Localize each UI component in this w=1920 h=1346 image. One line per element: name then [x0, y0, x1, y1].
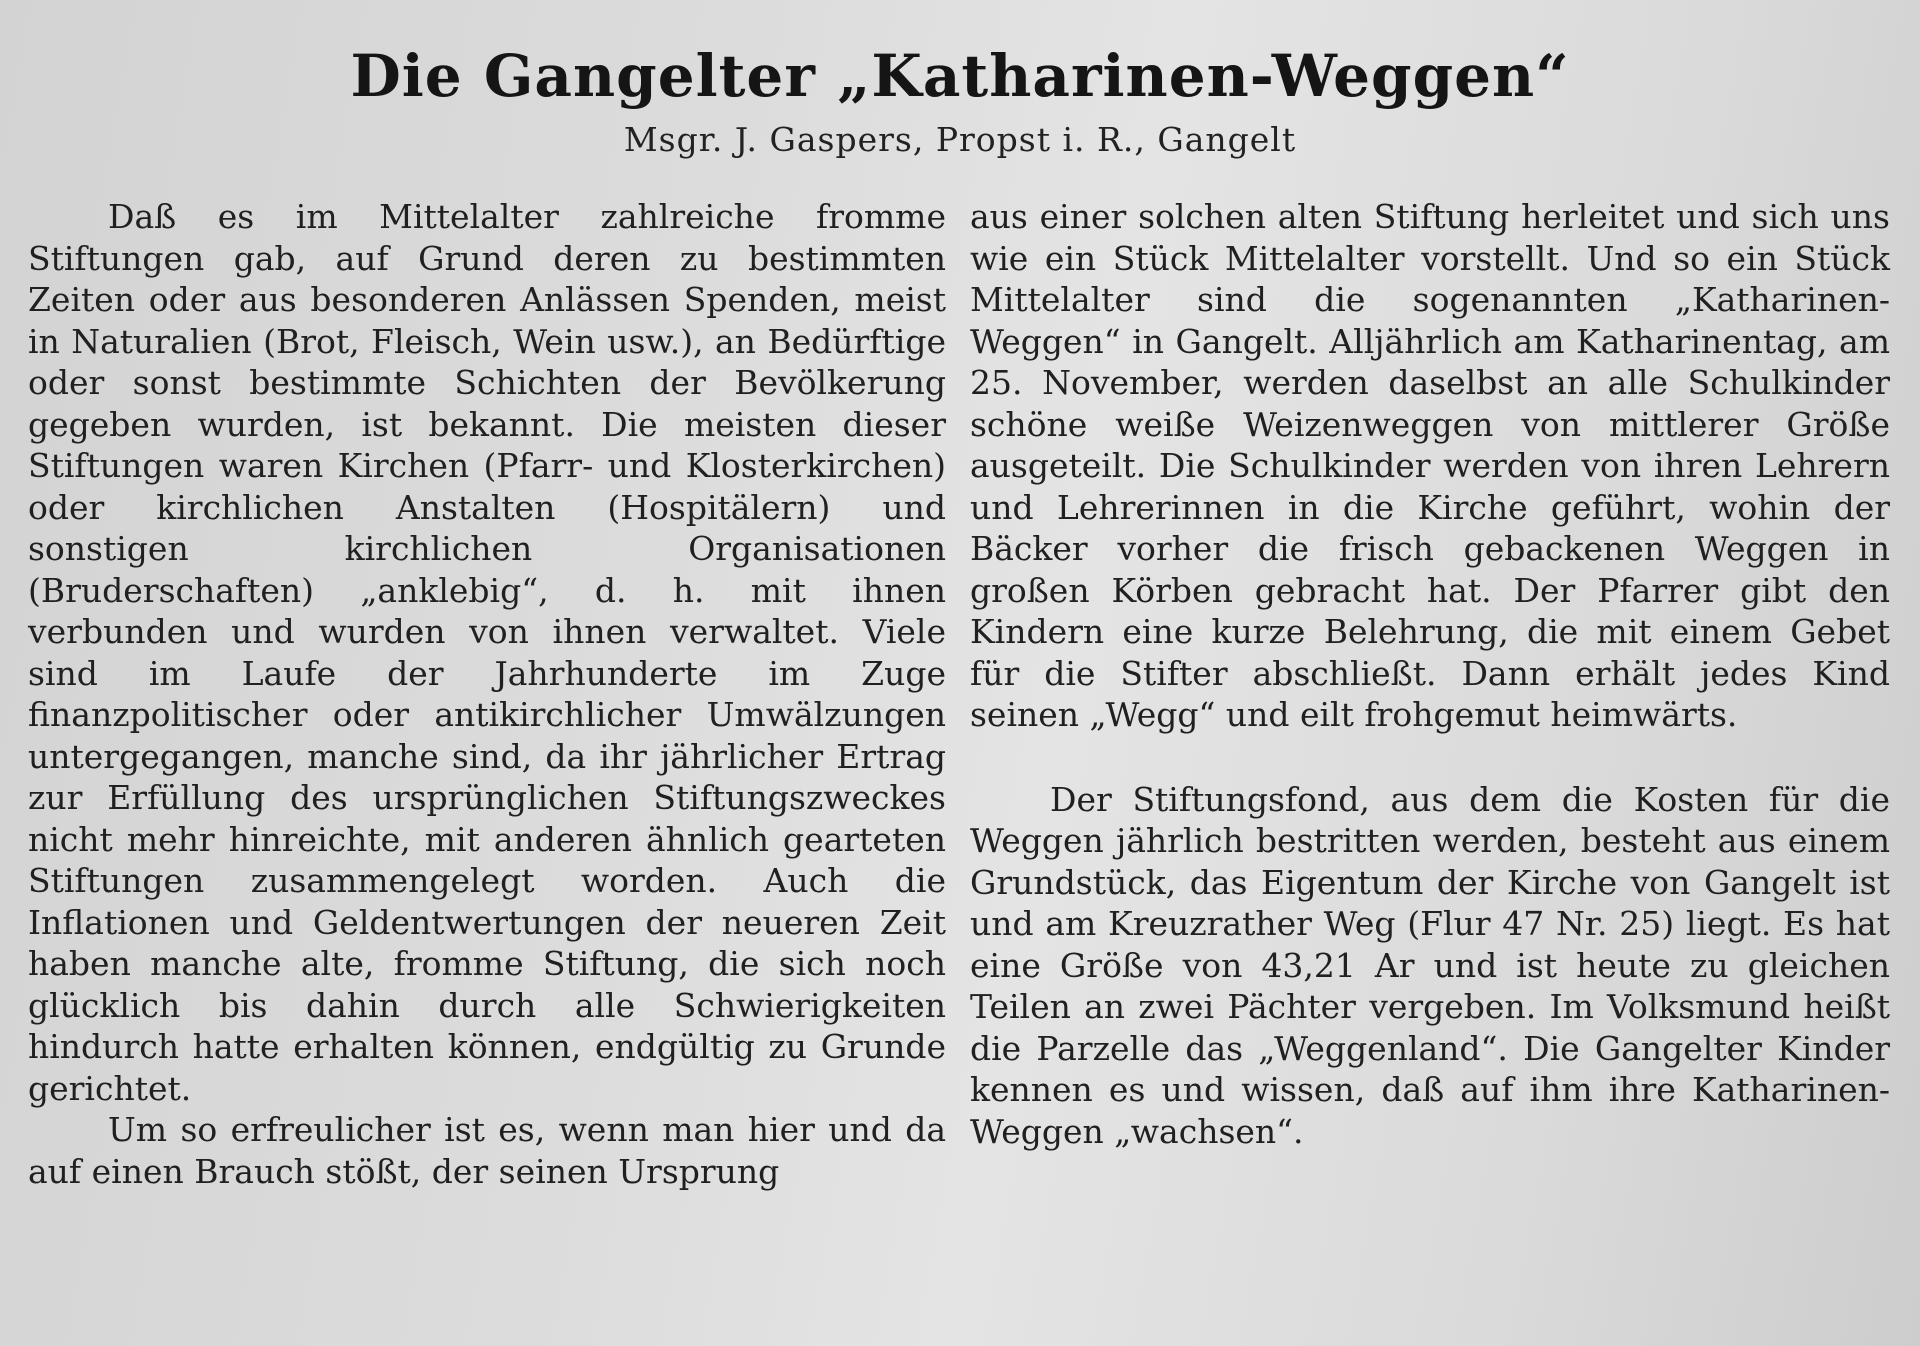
paragraph-3: aus einer solchen alten Stiftung herleitet und sich uns wie ein Stück Mittelalter vorstellt. Und so ein Stück Mittelalter sind die sogenannten „Katharinen-Weggen“ in Gangelt. Alljährlich am Katharinentag, am 25. November, werden daselbst an alle Schulkinder schöne weiße Weizenweggen von mittlerer Größe ausgeteilt. Die Schulkinder werden von ihren Lehrern und Lehrerinnen in die Kirche geführt, wohin der Bäcker vorher die frisch gebackenen Weggen in großen Körben gebracht hat. Der Pfarrer gibt den Kindern eine kurze Belehrung, die mit einem Gebet für die Stifter abschließt. Dann erhält jedes Kind seinen „Wegg“ und eilt frohgemut heimwärts. — [970, 197, 1890, 734]
left-column — [28, 196, 946, 1192]
paragraph-4: Der Stiftungsfond, aus dem die Kosten für die Weggen jährlich bestritten werden, besteht aus einem Grundstück, das Eigentum der Kirche von Gangelt ist und am Kreuzrather Weg (Flur 47 Nr. 25) liegt. Es hat eine Größe von 43,21 Ar und ist heute zu gleichen Teilen an zwei Pächter vergeben. Im Volksmund heißt die Parzelle das „Weggenland“. Die Gangelter Kinder kennen es und wissen, daß auf ihm ihre Katharinen-Weggen „wachsen“. — [970, 779, 1890, 1151]
paragraph-2: Um so erfreulicher ist es, wenn man hier und da auf einen Brauch stößt, der seinen Ursprung — [28, 1110, 946, 1191]
paragraph-1: Daß es im Mittelalter zahlreiche fromme Stiftungen gab, auf Grund deren zu bestimmten Zeiten oder aus besonderen Anlässen Spenden, meist in Naturalien (Brot, Fleisch, Wein usw.), an Bedürftige oder sonst bestimmte Schichten der Bevölkerung gegeben wurden, ist bekannt. Die meisten dieser Stiftungen waren Kirchen (Pfarr- und Klosterkirchen) oder kirchlichen Anstalten (Hospitälern) und sonstigen kirchlichen Organisationen (Bruderschaften) „anklebig“, d. h. mit ihnen verbunden und wurden von ihnen verwaltet. Viele sind im Laufe der Jahrhunderte im Zuge finanzpolitischer oder antikirchlicher Umwälzungen untergegangen, manche sind, da ihr jährlicher Ertrag zur Erfüllung des ursprünglichen Stiftungszweckes nicht mehr hinreichte, mit anderen ähnlich gearteten Stiftungen zusammengelegt worden. Auch die Inflationen und Geldentwertungen der neueren Zeit haben manche alte, fromme Stiftung, die sich noch glücklich bis dahin durch alle Schwierigkeiten hindurch hatte erhalten können, endgültig zu Grunde gerichtet. — [28, 197, 946, 1108]
article-author: Msgr. J. Gaspers, Propst i. R., Gangelt — [623, 120, 1297, 159]
article-title: Die Gangelter „Katharinen-Weggen“ — [350, 42, 1570, 110]
right-column — [970, 196, 1890, 1152]
